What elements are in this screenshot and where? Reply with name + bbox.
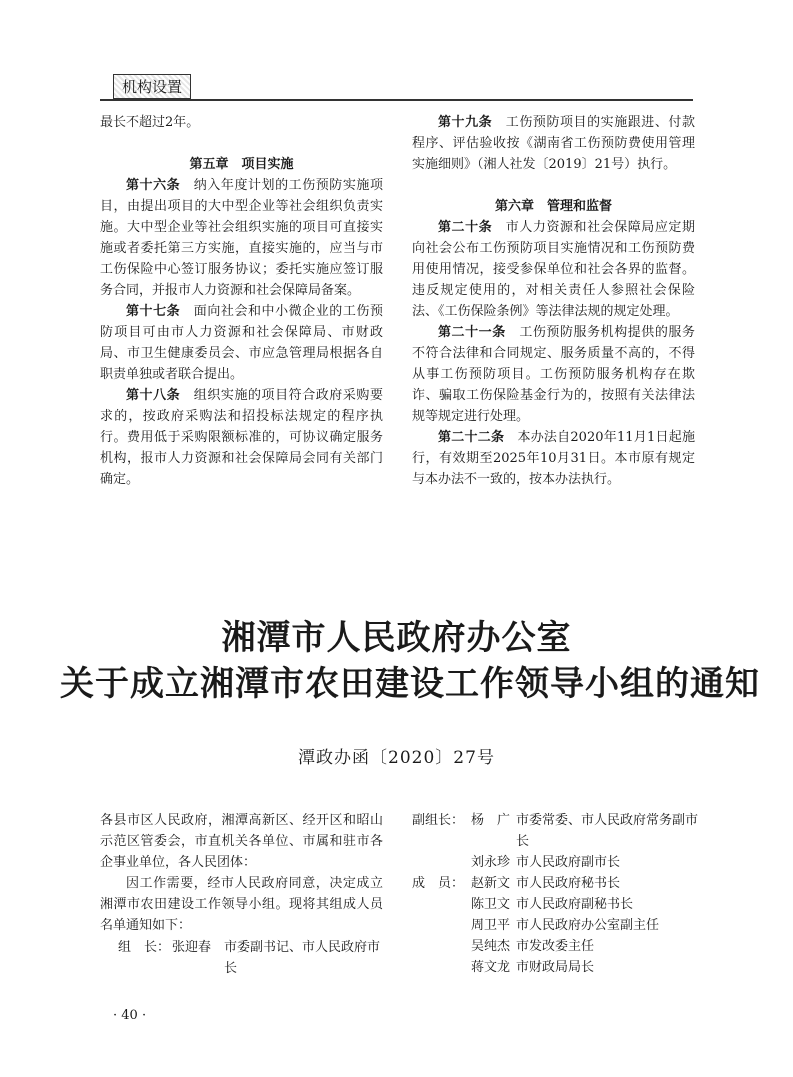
header-rule	[100, 99, 693, 101]
article-16	[100, 175, 383, 301]
member-row	[412, 810, 707, 852]
article-label: 第十八条	[126, 388, 181, 403]
notice-body: 因工作需要，经市人民政府同意，决定成立湘潭市农田建设工作领导小组。现将其组成人员名单通知如下：	[100, 876, 383, 933]
page-number: · 40 ·	[113, 1008, 147, 1023]
member-row	[412, 936, 707, 957]
article-label: 第十九条	[438, 115, 493, 130]
chapter-6-title: 第六章 管理和监督	[494, 199, 612, 214]
member-role	[412, 957, 460, 978]
article-label: 第二十一条	[438, 325, 506, 340]
member-title: 市委副书记、市人民政府市长	[224, 940, 381, 976]
member-name: 刘永珍	[470, 855, 510, 870]
article-text: 纳入年度计划的工伤预防实施项目，由提出项目的大中型企业等社会组织负责实施。大中型企业等社会组织实施的项目可直接实施或者委托第三方实施，直接实施的，应当与市工伤保险中心签订服务协议；委托实施应签订服务合同，并报市人力资源和社会保障局备案。	[100, 178, 383, 298]
article-text: 工伤预防项目的实施跟进、付款程序、评估验收按《湖南省工伤预防费使用管理实施细则》（湘人社发〔2019〕21号）执行。	[412, 115, 695, 172]
article-label: 第二十条	[438, 220, 493, 235]
member-role	[412, 852, 460, 873]
member-name: 蒋文龙	[470, 960, 510, 975]
member-row	[412, 852, 707, 873]
article-22	[412, 427, 695, 490]
member-role: 副组长：	[412, 813, 465, 828]
member-row	[412, 894, 707, 915]
article-20	[412, 217, 695, 322]
notice-title-line-2: 关于成立湘潭市农田建设工作领导小组的通知	[60, 664, 760, 704]
member-title: 市人民政府秘书长	[516, 876, 621, 891]
member-name: 吴纯杰	[470, 939, 510, 954]
member-title: 市人民政府副市长	[516, 855, 621, 870]
notice-title-line-1: 湘潭市人民政府办公室	[221, 618, 572, 658]
document-number: 潭政办函〔2020〕27号	[298, 748, 495, 768]
member-role: 组 长：	[117, 940, 170, 955]
article-label: 第二十二条	[438, 430, 505, 445]
article-text: 市人力资源和社会保障局应定期向社会公布工伤预防项目实施情况和工伤预防费用使用情况，接受参保单位和社会各界的监督。违反规定使用的，对相关责任人参照社会保险法、《工伤保险条例》等法律法规的规定处理。	[412, 220, 695, 319]
top-right-column	[412, 112, 695, 490]
article-text: 本办法自2020年11月1日起施行，有效期至2025年10月31日。本市原有规定与本办法不一致的，按本办法执行。	[412, 430, 695, 487]
article-label: 第十七条	[126, 304, 181, 319]
member-name: 周卫平	[470, 918, 510, 933]
notice-title	[60, 615, 760, 707]
article-text: 工伤预防服务机构提供的服务不符合法律和合同规定、服务质量不高的，不得从事工伤预防项目。工伤预防服务机构存在欺诈、骗取工伤保险基金行为的，按照有关法律法规等规定进行处理。	[412, 325, 695, 424]
member-title: 市财政局局长	[516, 960, 595, 975]
article-19	[412, 112, 695, 175]
member-row	[412, 957, 707, 978]
notice-left-column	[100, 810, 383, 979]
member-row	[412, 873, 707, 894]
member-title: 市发改委主任	[516, 939, 595, 954]
top-left-column	[100, 112, 383, 490]
member-row	[412, 915, 707, 936]
group-leader-row	[100, 937, 383, 979]
member-role: 成 员：	[412, 876, 465, 891]
article-21	[412, 322, 695, 427]
article-label: 第十六条	[126, 178, 181, 193]
addressees: 各县市区人民政府，湘潭高新区、经开区和昭山示范区管委会，市直机关各单位、市属和驻市各企事业单位，各人民团体：	[100, 813, 383, 870]
member-name: 陈卫文	[470, 897, 510, 912]
article-text: 组织实施的项目符合政府采购要求的，按政府采购法和招投标法规定的程序执行。费用低于采购限额标准的，可协议确定服务机构，报市人力资源和社会保障局会同有关部门确定。	[100, 388, 383, 487]
member-name: 张迎春	[172, 940, 212, 955]
article-text: 面向社会和中小微企业的工伤预防项目可由市人力资源和社会保障局、市财政局、市卫生健康委员会、市应急管理局根据各自职责单独或者联合提出。	[100, 304, 383, 382]
member-title: 市人民政府副秘书长	[516, 897, 634, 912]
chapter-5-title: 第五章 项目实施	[189, 157, 294, 172]
member-role	[412, 894, 460, 915]
member-name: 赵新文	[470, 876, 510, 891]
article-17	[100, 301, 383, 385]
member-title: 市人民政府办公室副主任	[516, 918, 660, 933]
member-role	[412, 915, 460, 936]
member-list	[412, 810, 707, 978]
continued-text: 最长不超过2年。	[100, 115, 200, 130]
member-name: 杨 广	[470, 813, 510, 828]
article-18	[100, 385, 383, 490]
section-tag: 机构设置	[113, 74, 191, 99]
member-title: 市委常委、市人民政府常务副市长	[516, 813, 699, 849]
member-role	[412, 936, 460, 957]
